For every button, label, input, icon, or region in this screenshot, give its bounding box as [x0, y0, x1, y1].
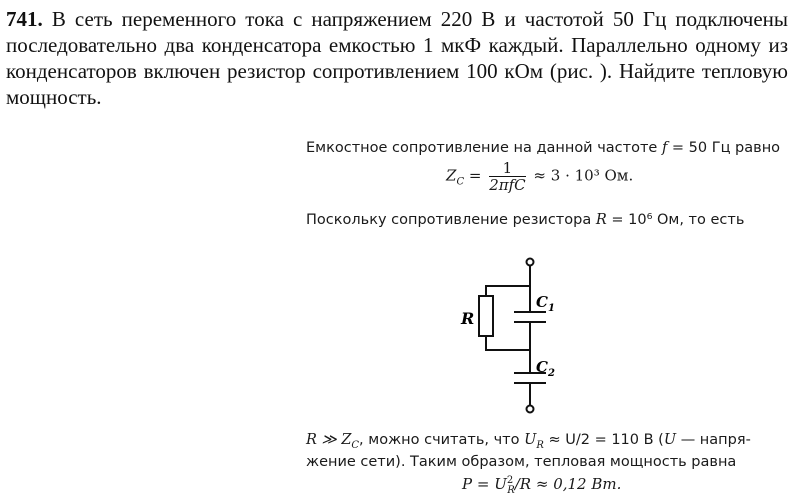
zc-formula: $Z_C$ = $\frac{1}{\text{2πfC}}$ ≈ 3 · 10³ Ом.: [446, 159, 634, 194]
voltage-value: ≈ U/2 = 110 В (: [548, 432, 664, 448]
label-c1: $C_1$: [536, 293, 555, 314]
fraction-numerator: 1: [502, 159, 513, 177]
solution-text-4f: — напря-: [680, 432, 751, 448]
zc-symbol: Z: [446, 166, 457, 185]
power-sup: 2: [506, 475, 514, 486]
fraction-denominator: 2πfC: [489, 176, 526, 194]
solution-line-4: [306, 432, 751, 451]
zc-result: ≈ 3 · 10³ Ом.: [533, 166, 634, 185]
power-formula: [462, 475, 621, 496]
power-lhs: P = U: [462, 475, 507, 493]
power-rhs: /R ≈ 0,12 Вт.: [514, 475, 622, 493]
solution-text-3: Поскольку сопротивление резистора: [306, 212, 592, 228]
problem-text: В сеть переменного тока с напряжением 220 В и частотой 50 Гц подключены последовательно два конденсатора емкостью 1 мкФ каждый. Параллельно одному из конденсаторов включен резистор сопротивлением 100 кОм (рис. ). Найдите тепловую мощность.: [6, 7, 789, 109]
wire-resistor-top: [486, 286, 530, 296]
label-r: R: [461, 309, 475, 328]
symbol-r: R: [595, 212, 607, 228]
ur-symbol: U: [524, 432, 537, 448]
problem-statement: [6, 6, 788, 110]
frequency-value: = 50 Гц равно: [671, 140, 781, 156]
fraction: [489, 160, 525, 193]
u-symbol: U: [663, 432, 677, 448]
wire-resistor-bottom: [486, 336, 530, 350]
resistance-value: = 10⁶ Ом, то есть: [611, 212, 745, 228]
r-much-greater: R ≫ Z: [306, 432, 352, 448]
problem-number: 741.: [6, 7, 43, 31]
solution-text-4b: , можно считать, что: [359, 432, 520, 448]
solution-text-1: Емкостное сопротивление на данной частоте: [306, 140, 658, 156]
solution-line-1: [306, 140, 780, 156]
zc-sub-2: C: [351, 439, 360, 451]
terminal-bottom-icon: [527, 406, 534, 413]
solution-text-5: жение сети). Таким образом, тепловая мощность равна: [306, 454, 737, 470]
terminal-top-icon: [527, 259, 534, 266]
solution-line-3: [306, 212, 744, 228]
power-sub: R: [507, 485, 515, 496]
zc-subscript: C: [456, 176, 465, 188]
label-c2: $C_2$: [536, 358, 555, 379]
resistor-icon: [479, 296, 493, 336]
ur-subscript: R: [536, 439, 544, 451]
solution-line-5: [306, 454, 736, 470]
symbol-f: f: [661, 140, 668, 156]
